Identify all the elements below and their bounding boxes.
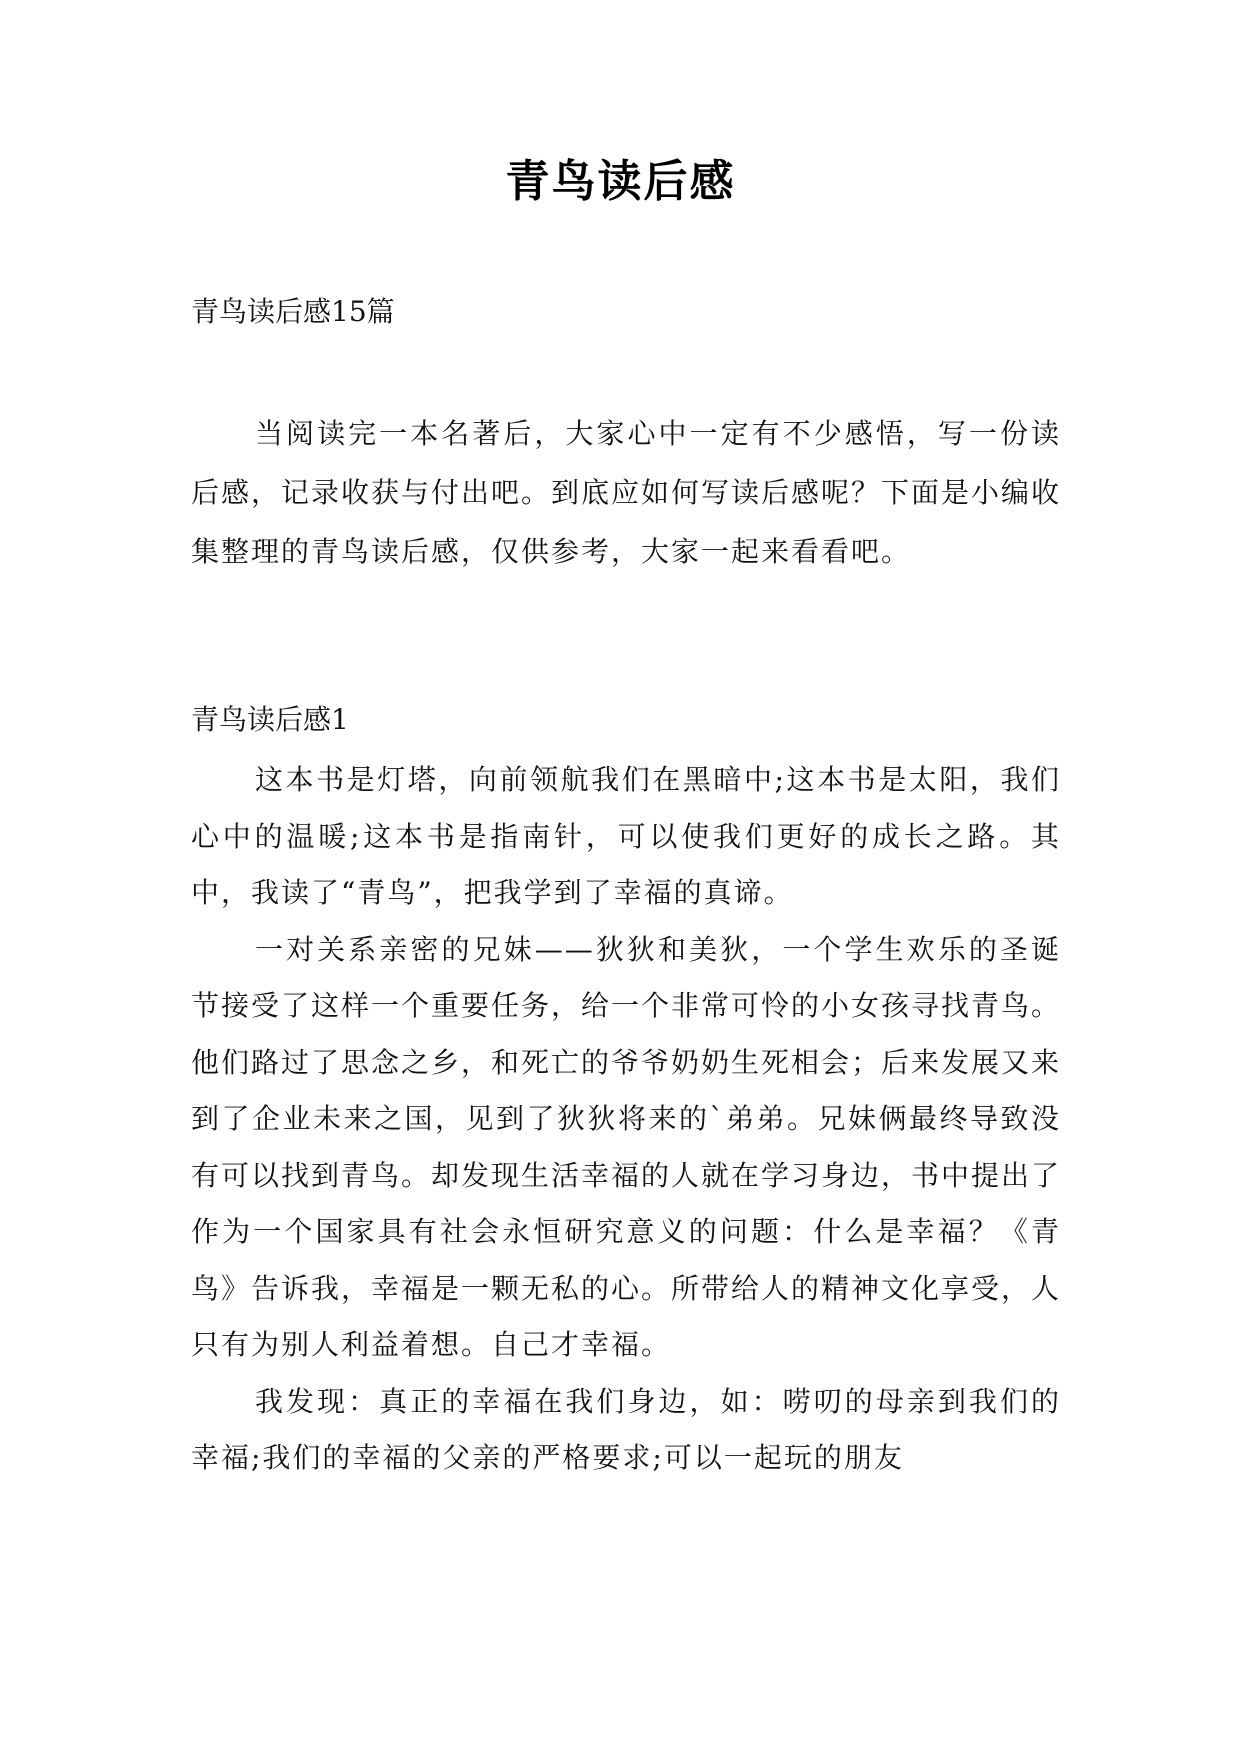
section-heading: 青鸟读后感1: [191, 703, 349, 736]
body-paragraph: 一对关系亲密的兄妹——狄狄和美狄，一个学生欢乐的圣诞节接受了这样一个重要任务，给一个非常可怜的小女孩寻找青鸟。他们路过了思念之乡，和死亡的爷爷奶奶生死相会；后来发展又来到了企业未来之国，见到了狄狄将来的`弟弟。兄妹俩最终导致没有可以找到青鸟。却发现生活幸福的人就在学习身边，书中提出了作为一个国家具有社会永恒研究意义的问题：什么是幸福？《青鸟》告诉我，幸福是一颗无私的心。所带给人的精神文化享受，人只有为别人利益着想。自己才幸福。: [191, 932, 1062, 1361]
intro-paragraph: 当阅读完一本名著后，大家心中一定有不少感悟，写一份读后感，记录收获与付出吧。到底应如何写读后感呢？下面是小编收集整理的青鸟读后感，仅供参考，大家一起来看看吧。: [191, 417, 1062, 568]
body-paragraph: 这本书是灯塔，向前领航我们在黑暗中;这本书是太阳，我们心中的温暖;这本书是指南针，可以使我们更好的成长之路。其中，我读了“青鸟”，把我学到了幸福的真谛。: [191, 763, 1061, 909]
body-paragraph: 我发现：真正的幸福在我们身边，如：唠叨的母亲到我们的幸福;我们的幸福的父亲的严格要求;可以一起玩的朋友: [191, 1384, 1061, 1474]
document-title: 青鸟读后感: [505, 156, 736, 207]
body-text: [191, 752, 1061, 1487]
document-subtitle: 青鸟读后感15篇: [191, 295, 395, 328]
